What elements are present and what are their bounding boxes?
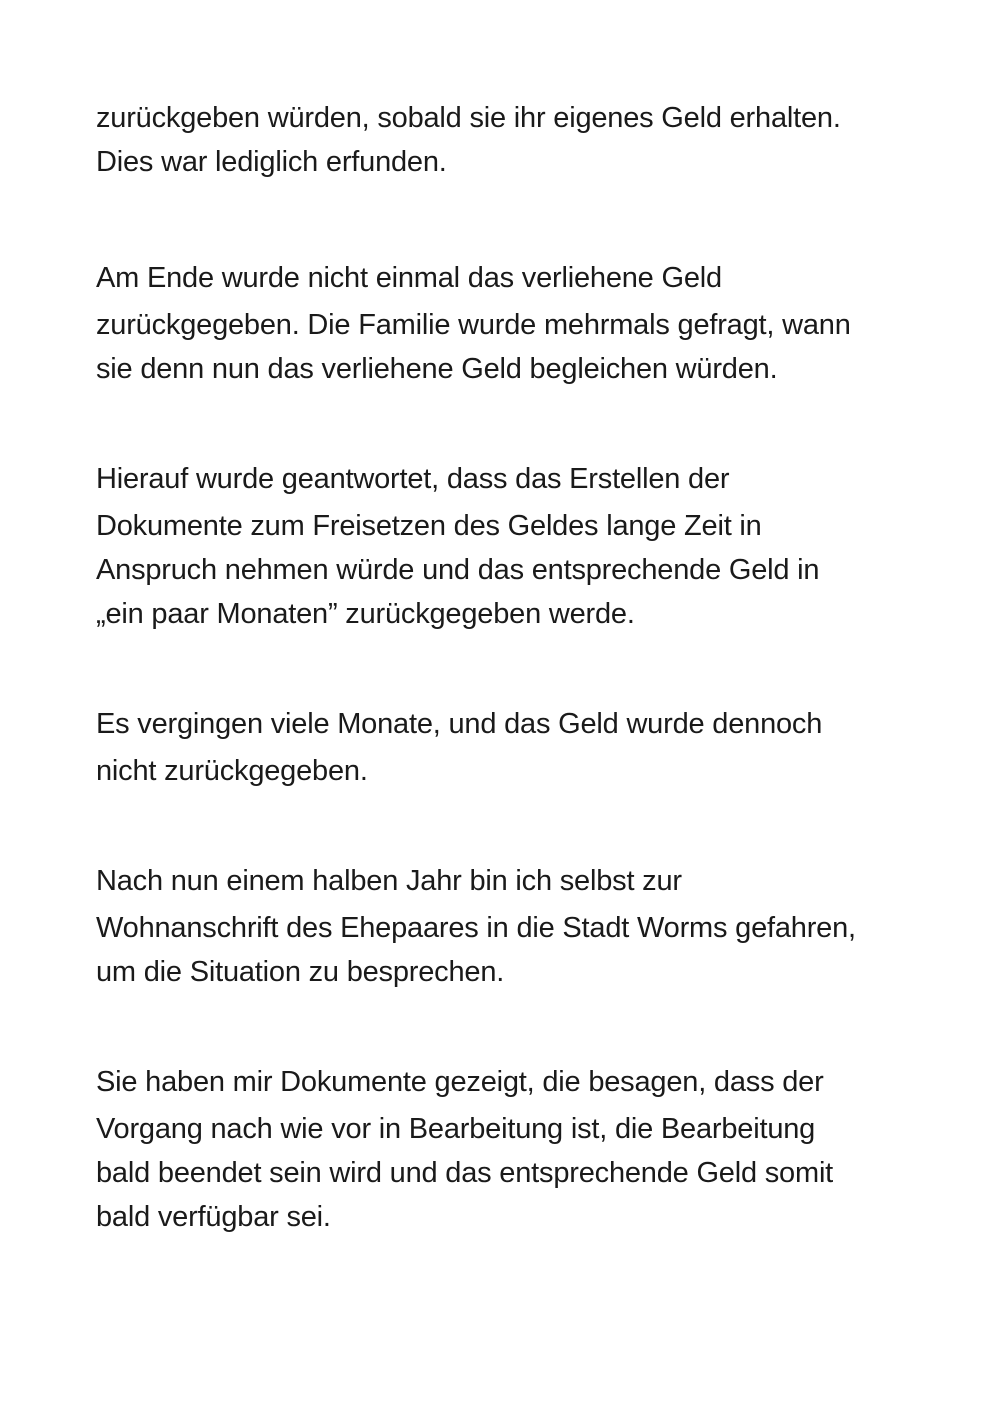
paragraph-5-line-1: Nach nun einem halben Jahr bin ich selbst zur [96, 865, 682, 897]
paragraph-4 [96, 699, 916, 793]
paragraph-4-line-2: nicht zurückgegeben. [96, 755, 368, 787]
paragraph-6-line-3: bald beendet sein wird und das entsprechende Geld somit [96, 1157, 834, 1189]
paragraph-6-line-1: Sie haben mir Dokumente gezeigt, die besagen, dass der [96, 1066, 824, 1098]
paragraph-1 [96, 96, 916, 184]
paragraph-3-line-4: „ein paar Monaten” zurückgegeben werde. [96, 598, 635, 630]
paragraph-5-line-3: um die Situation zu besprechen. [96, 956, 505, 988]
paragraph-4-line-1: Es vergingen viele Monate, und das Geld wurde dennoch [96, 708, 823, 740]
paragraph-6-line-4: bald verfügbar sei. [96, 1201, 331, 1233]
paragraph-6 [96, 1057, 916, 1239]
paragraph-3-line-2: Dokumente zum Freisetzen des Geldes lange Zeit in [96, 510, 762, 542]
paragraph-2-line-1: Am Ende wurde nicht einmal das verliehene Geld [96, 262, 722, 294]
paragraph-5 [96, 856, 916, 994]
paragraph-1-line-1: zurückgeben würden, sobald sie ihr eigenes Geld erhalten. [96, 102, 841, 134]
paragraph-3-line-1: Hierauf wurde geantwortet, dass das Erstellen der [96, 463, 730, 495]
paragraph-2-line-2: zurückgegeben. Die Familie wurde mehrmals gefragt, wann [96, 309, 851, 341]
paragraph-1-line-2: Dies war lediglich erfunden. [96, 146, 447, 178]
paragraph-5-line-2: Wohnanschrift des Ehepaares in die Stadt Worms gefahren, [96, 912, 856, 944]
paragraph-6-line-2: Vorgang nach wie vor in Bearbeitung ist, die Bearbeitung [96, 1113, 816, 1145]
paragraph-2-line-3: sie denn nun das verliehene Geld begleichen würden. [96, 353, 778, 385]
paragraph-3-line-3: Anspruch nehmen würde und das entsprechende Geld in [96, 554, 820, 586]
paragraph-2 [96, 253, 916, 391]
paragraph-3 [96, 454, 916, 636]
